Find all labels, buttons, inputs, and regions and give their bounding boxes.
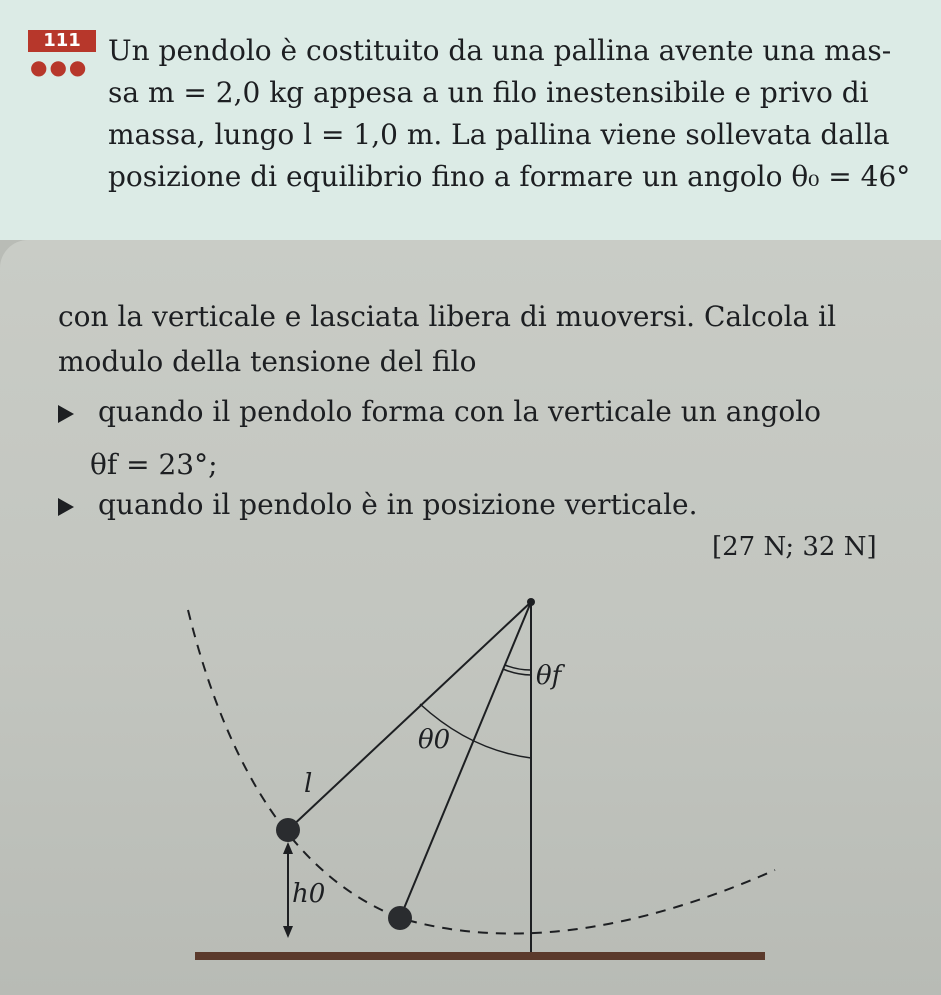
difficulty-dots: ●●● [30, 55, 89, 79]
length-label: l [304, 769, 313, 799]
ball-initial [276, 818, 300, 842]
height-arrow-down-icon [283, 926, 293, 938]
theta-f-arc-inner [505, 665, 531, 670]
height-arrow-up-icon [283, 842, 293, 854]
problem-text-line-1: Un pendolo è costituito da una pallina avente una mas- [108, 34, 892, 67]
bullet-text-1: quando il pendolo forma con la verticale un angolo [98, 395, 822, 428]
answer-text: [27 N; 32 N] [712, 532, 877, 562]
problem-number-badge: 111 [28, 30, 96, 52]
problem-text-line-5: con la verticale e lasciata libera di muoversi. Calcola il [58, 300, 837, 333]
problem-text-line-3: massa, lungo l = 1,0 m. La pallina viene sollevata dalla [108, 118, 890, 151]
string-intermediate [400, 602, 531, 918]
problem-text-line-2: sa m = 2,0 kg appesa a un filo inestensibile e privo di [108, 76, 869, 109]
bullet-item-1-continuation: θf = 23°; [90, 448, 218, 481]
swing-arc [188, 610, 775, 934]
bullet-item-2 [58, 488, 698, 522]
problem-text-line-4: posizione di equilibrio fino a formare un angolo θ₀ = 46° [108, 160, 911, 193]
ball-intermediate [388, 906, 412, 930]
problem-text-line-6: modulo della tensione del filo [58, 345, 477, 378]
height-label: h0 [292, 879, 326, 909]
string-initial [288, 602, 531, 830]
bullet-arrow-icon [58, 405, 74, 423]
ground-bar [195, 952, 765, 960]
theta-f-label: θf [536, 661, 562, 691]
theta-0-label: θ0 [418, 725, 451, 755]
pendulum-diagram [0, 580, 941, 995]
bullet-arrow-icon [58, 498, 74, 516]
bullet-item-1 [58, 395, 821, 429]
bullet-text-2: quando il pendolo è in posizione verticale. [98, 488, 698, 521]
